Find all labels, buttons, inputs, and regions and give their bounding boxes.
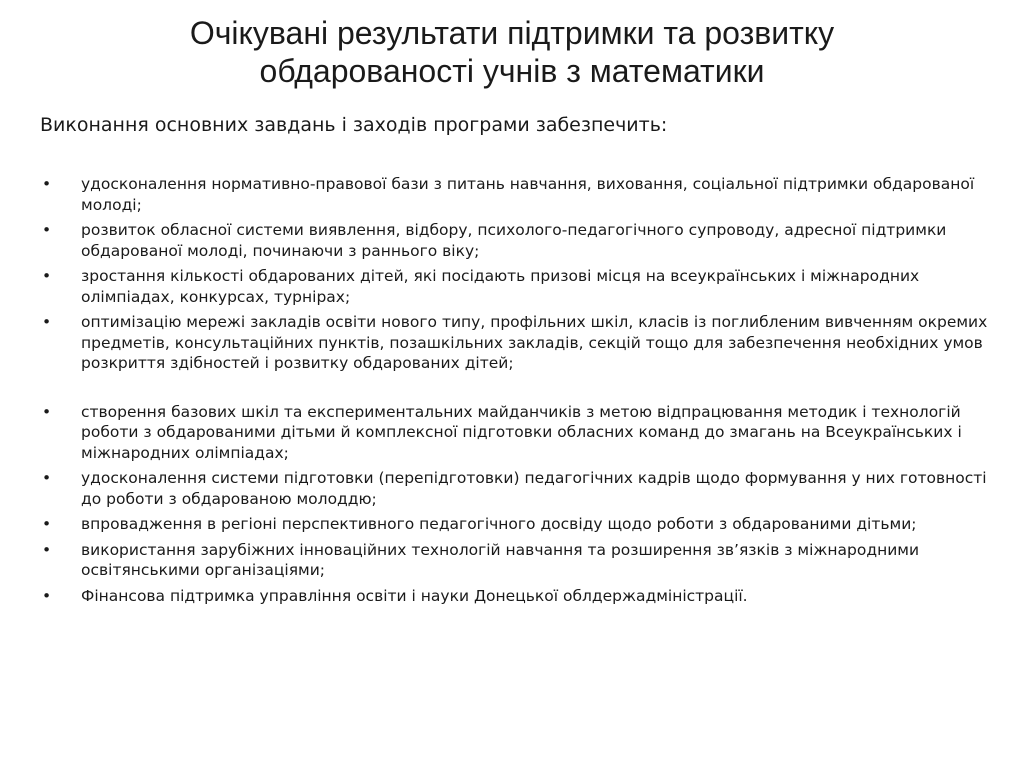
bullet-icon: • <box>42 515 52 533</box>
bullet-icon: • <box>42 175 52 193</box>
bullet-icon: • <box>42 267 52 285</box>
bullet-text: зростання кількості обдарованих дітей, які посідають призові місця на всеукраїнських і міжнародних олімпіадах, конкурсах, турнірах; <box>81 267 920 306</box>
bullet-list <box>40 174 990 611</box>
bullet-text: удосконалення нормативно-правової бази з питань навчання, виховання, соціальної підтримки обдарованої молоді; <box>81 175 975 214</box>
bullet-text: розвиток обласної системи виявлення, відбору, психолого-педагогічного супроводу, адресної підтримки обдарованої молоді, починаючи з раннього віку; <box>81 221 947 260</box>
bullet-text: створення базових шкіл та експериментальних майданчиків з метою відпрацювання методик і технологій роботи з обдарованими дітьми й комплексної підготовки обласних команд до змагань на Всеукраїнських і міжнародних олімпіадах; <box>81 402 962 462</box>
bullet-text: удосконалення системи підготовки (перепідготовки) педагогічних кадрів щодо формування у них готовності до роботи з обдарованою молоддю; <box>81 469 987 508</box>
slide-title-line-2: обдарованості учнів з математики <box>259 53 765 89</box>
bullet-item <box>40 586 990 607</box>
bullet-item <box>40 402 990 464</box>
bullet-item <box>40 312 990 374</box>
slide-title <box>40 14 984 90</box>
slide-subtitle: Виконання основних завдань і заходів програми забезпечить: <box>40 114 668 136</box>
bullet-icon: • <box>42 540 52 559</box>
bullet-text: використання зарубіжних інноваційних технологій навчання та розширення зв’язків з міжнародними освітянськими організаціями; <box>81 540 920 579</box>
bullet-text: впровадження в регіоні перспективного педагогічного досвіду щодо роботи з обдарованими дітьми; <box>81 515 917 533</box>
bullet-item <box>40 514 990 535</box>
bullet-text: Фінансова підтримка управління освіти і науки Донецької облдержадміністрації. <box>81 586 748 605</box>
bullet-text: оптимізацію мережі закладів освіти нового типу, профільних шкіл, класів із поглибленим вивченням окремих предметів, консультаційних пунктів, позашкільних закладів, секцій тощо для забезпечення необхідних умов розкриття здібностей і розвитку обдарованих дітей; <box>81 313 988 372</box>
bullet-item <box>40 220 990 261</box>
bullet-item <box>40 468 990 509</box>
bullet-icon: • <box>42 469 52 487</box>
bullet-item <box>40 540 990 581</box>
slide-title-line-1: Очікувані результати підтримки та розвитку <box>189 15 835 51</box>
bullet-icon: • <box>42 313 52 331</box>
bullet-item <box>40 266 990 307</box>
bullet-icon: • <box>42 221 52 239</box>
bullet-icon: • <box>42 586 52 605</box>
bullet-icon: • <box>42 402 52 421</box>
bullet-item <box>40 174 990 215</box>
